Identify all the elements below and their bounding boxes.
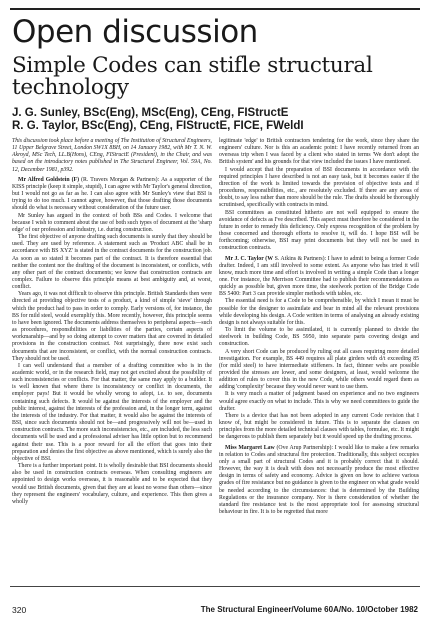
paragraph: To limit the volume to be assimilated, it is currently planned to divide the steelwork in building Code, BS 5950, into separate parts covering design and construction. [219, 327, 419, 348]
intro-note: This discussion took place before a meeting of The Institution of Structural Engineers, 11 Upper Belgrave Street, London SW1X 8BH, on 14 January 1982, with Mr T. N. W. Akroyd, MSc Tech, LL.B(Hons), CEng, FIStructE (President), in the Chair, and was based on the introductory notes published in The Structural Engineer, Vol. 59A, No. 12, December 1981, p392. [12, 138, 212, 173]
footer-rule [10, 586, 420, 587]
article-headline: Simple Codes can stifle structural technology [12, 53, 373, 100]
paragraph [219, 256, 419, 299]
author-list [12, 107, 417, 133]
top-rule [10, 8, 420, 10]
paragraph-text: S. Atkins & Partners): I have to admit to being a former Code drafter. Indeed, I am still involved to some extent. As anyone who has tried it will know, much more time and effort is involved in writing a simple Code than a longer one. For instance, the Merrison Committee had to publish their recommendations as quickly as possible but, given more time, the steelwork portion of the Bridge Code BS 5400: Part 3 can provide simpler methods with tables, etc. [219, 255, 420, 298]
journal-reference: The Structural Engineer/Volume 60A/No. 10/October 1982 [200, 605, 418, 614]
paragraph: The first objective of anyone drafting such documents is surely that they should be used. They are used by reference. A statement such as 'Product ABC shall be in accordance with BS XYZ' is stated in the contract documents for the construction job. As soon as so stated it becomes part of the contract. It is therefore essential that neither the content nor the drafting of the document is inconsistent, or conflicts, with any other part of the contract documents; we know that construction contracts are complex. Failure to observe this principle means at best ambiguity and, at worst, conflict. [12, 234, 212, 291]
paragraph: It is very much a matter of judgment based on experience and no two engineers would agree exactly on what to include. This is why we need committees to guide the drafter. [219, 391, 419, 412]
section-title: Open discussion [12, 14, 258, 50]
speaker-name: Mr J. C. Taylor (W [225, 255, 273, 262]
paragraph: Mr Sunley has argued in the context of both BSs and Codes. I welcome that because I wish to comment about the use of both such types of document at the 'sharp edge' of our profession and industry, i.e. during construction. [12, 212, 212, 233]
left-column [12, 138, 212, 506]
paragraph: I would accept that the preparation of BSI documents in accordance with the required principles I have described is not an easy task, but it becomes easier if the direction of the work is limited towards the provision of objective tests and if procedures, responsibilities, etc., are resolutely excluded. If there are any areas of doubt, to say less rather than more should be the rule. The drafts should be thoroughly scrutinised, specifically with contracts in mind. [219, 166, 419, 209]
paragraph-text: (R. Travers Morgan & Partners): As a supporter of the KISS principle (keep it simple, stupid), I can agree with Mr Taylor's general direction, but I would not go as far as he. I can also agree with Mr Sunley's view that BSI is trying to do too much. I cannot agree, however, that those drafting those documents should do what is necessary without consideration of the future user. [12, 176, 212, 212]
paragraph: A very short Code can be produced by ruling out all cases requiring more detailed investigation. For example, BS 449 requires all plate girders with d/t exceeding 85 (for mild steel) to have intermediate stiffeners. In fact, thinner webs are possible provided the stresses are lower, and some designers, at least, would welcome the addition of rules to cover this in the new Code, while others would regard them as adding 'complexity' because they would never want to use them. [219, 348, 419, 391]
paragraph: Years ago, it was not difficult to observe this principle. British Standards then were directed at providing objective tests of a product, a kind of simple 'sieve' through which the product had to pass in order to comply. Early versions of, for instance, the BS for mild steel, would exemplify this. More recently, however, this principle seems to have been ignored. The documents address themselves to peripheral aspects—such as procedures, responsibilities or liabilities of the parties, certain aspects of workmanship—and by so doing attempt to cover matters that are covered in detailed provisions in the construction contract. Not surprisingly, there now exist such documents that are inconsistent, or conflict, with the normal construction contracts. They should not be used. [12, 291, 212, 362]
paragraph: The essential need is for a Code to be comprehensible, by which I mean it must be possible for the designer to assimilate and bear in mind all the relevant provisions while developing his design. A Code written in terms of analysing an already existing design is not always suitable for this. [219, 298, 419, 326]
author-1: J. G. Sunley, BSc(Eng), MSc(Eng), CEng, FIStructE [12, 107, 289, 119]
paragraph: I can well understand that a member of a drafting committee who is in the academic world, or in the research field, may not get excited about the possibility of such inconsistencies or conflicts. For that matter, the same may apply to a builder. It is well known that where there is inconsistency or conflict in documents, the employer pays! But it would be wholly wrong to adopt, i.e. to see, documents containing such defects. It would be against the interests of the employer and the public interest, against the interests of the profession and, in the longer term, against the interests of the industry. For that matter, it would also be against the interests of BSI, since such documents should not be—and progressively will not be—used in construction contracts. The more such inconsistencies, etc., are included, the less such documents will be used and a professional adviser has little option but to recommend against their use. This is a poor reward for all the effort that goes into their preparation and denies the first objective as above mentioned, which is surely also the objective of BSI. [12, 362, 212, 462]
paragraph: There is a device that has not been adopted in any current Code revision that I know of, but might be considered in future. This is to separate the clauses on principles from the more detailed technical clauses with tables, formulae, etc. It might be dangerous to publish them separately but it would speed up the drafting process. [219, 412, 419, 441]
paragraph-text: (Ove Arup Partnership): I would like to make a few remarks in relation to Codes and structural fire protection. Traditionally, this subject occupies only a small part of structural Codes and it is probably correct that it should. However, the way it is dealt with does not necessarily produce the most effective design in terms of safety and economy. Advice is given on how to achieve various grades of fire resistance but no guidance is given to the engineer on what grade would be needed according to the circumstances: that is determined by the Building Regulations or the insurance company. Nor is there consideration of whether the standard fire resistance test is the most appropriate tool for assessing structural behaviour in fire. It is to be regretted that more [219, 444, 419, 515]
right-column [219, 138, 419, 516]
author-2: R. G. Taylor, BSc(Eng), CEng, FIStructE, FICE, FWeldI [12, 120, 304, 132]
paragraph [12, 177, 212, 213]
page-number: 320 [12, 605, 27, 615]
paragraph: There is a further important point. It is wholly desirable that BSI documents should also be used in construction contracts overseas. When consulting engineers are appointed to design works overseas, it is reasonable and to be expected that they would use British documents, given that they are at least no worse than others—since they represent the engineers' vocabulary, culture, and experience. This then gives a wholly [12, 463, 212, 505]
speaker-name: Miss Margaret Law [225, 444, 275, 451]
paragraph: legitimate 'edge' to British contractors tendering for the work, since they share the engineers' culture. Nor is this an academic point: I have recently returned from an overseas trip when I was faced by a client who stated in terms 'We don't adopt the British system' and his grounds for that view included the issues I have mentioned. [219, 138, 419, 166]
paragraph: BSI committees as constituted hitherto are not well equipped to ensure the avoidance of defects as I've described. This aspect must therefore be considered in the future in order to remedy this deficiency. Only express recognition of the problem by those concerned and thorough efforts to resolve it, will do. I hope BSI will be forthcoming; otherwise, BSI may print documents but they will not be used in construction contracts. [219, 209, 419, 252]
paragraph [219, 445, 419, 517]
speaker-name: Mr Alfred Goldstein (F) [18, 176, 80, 183]
